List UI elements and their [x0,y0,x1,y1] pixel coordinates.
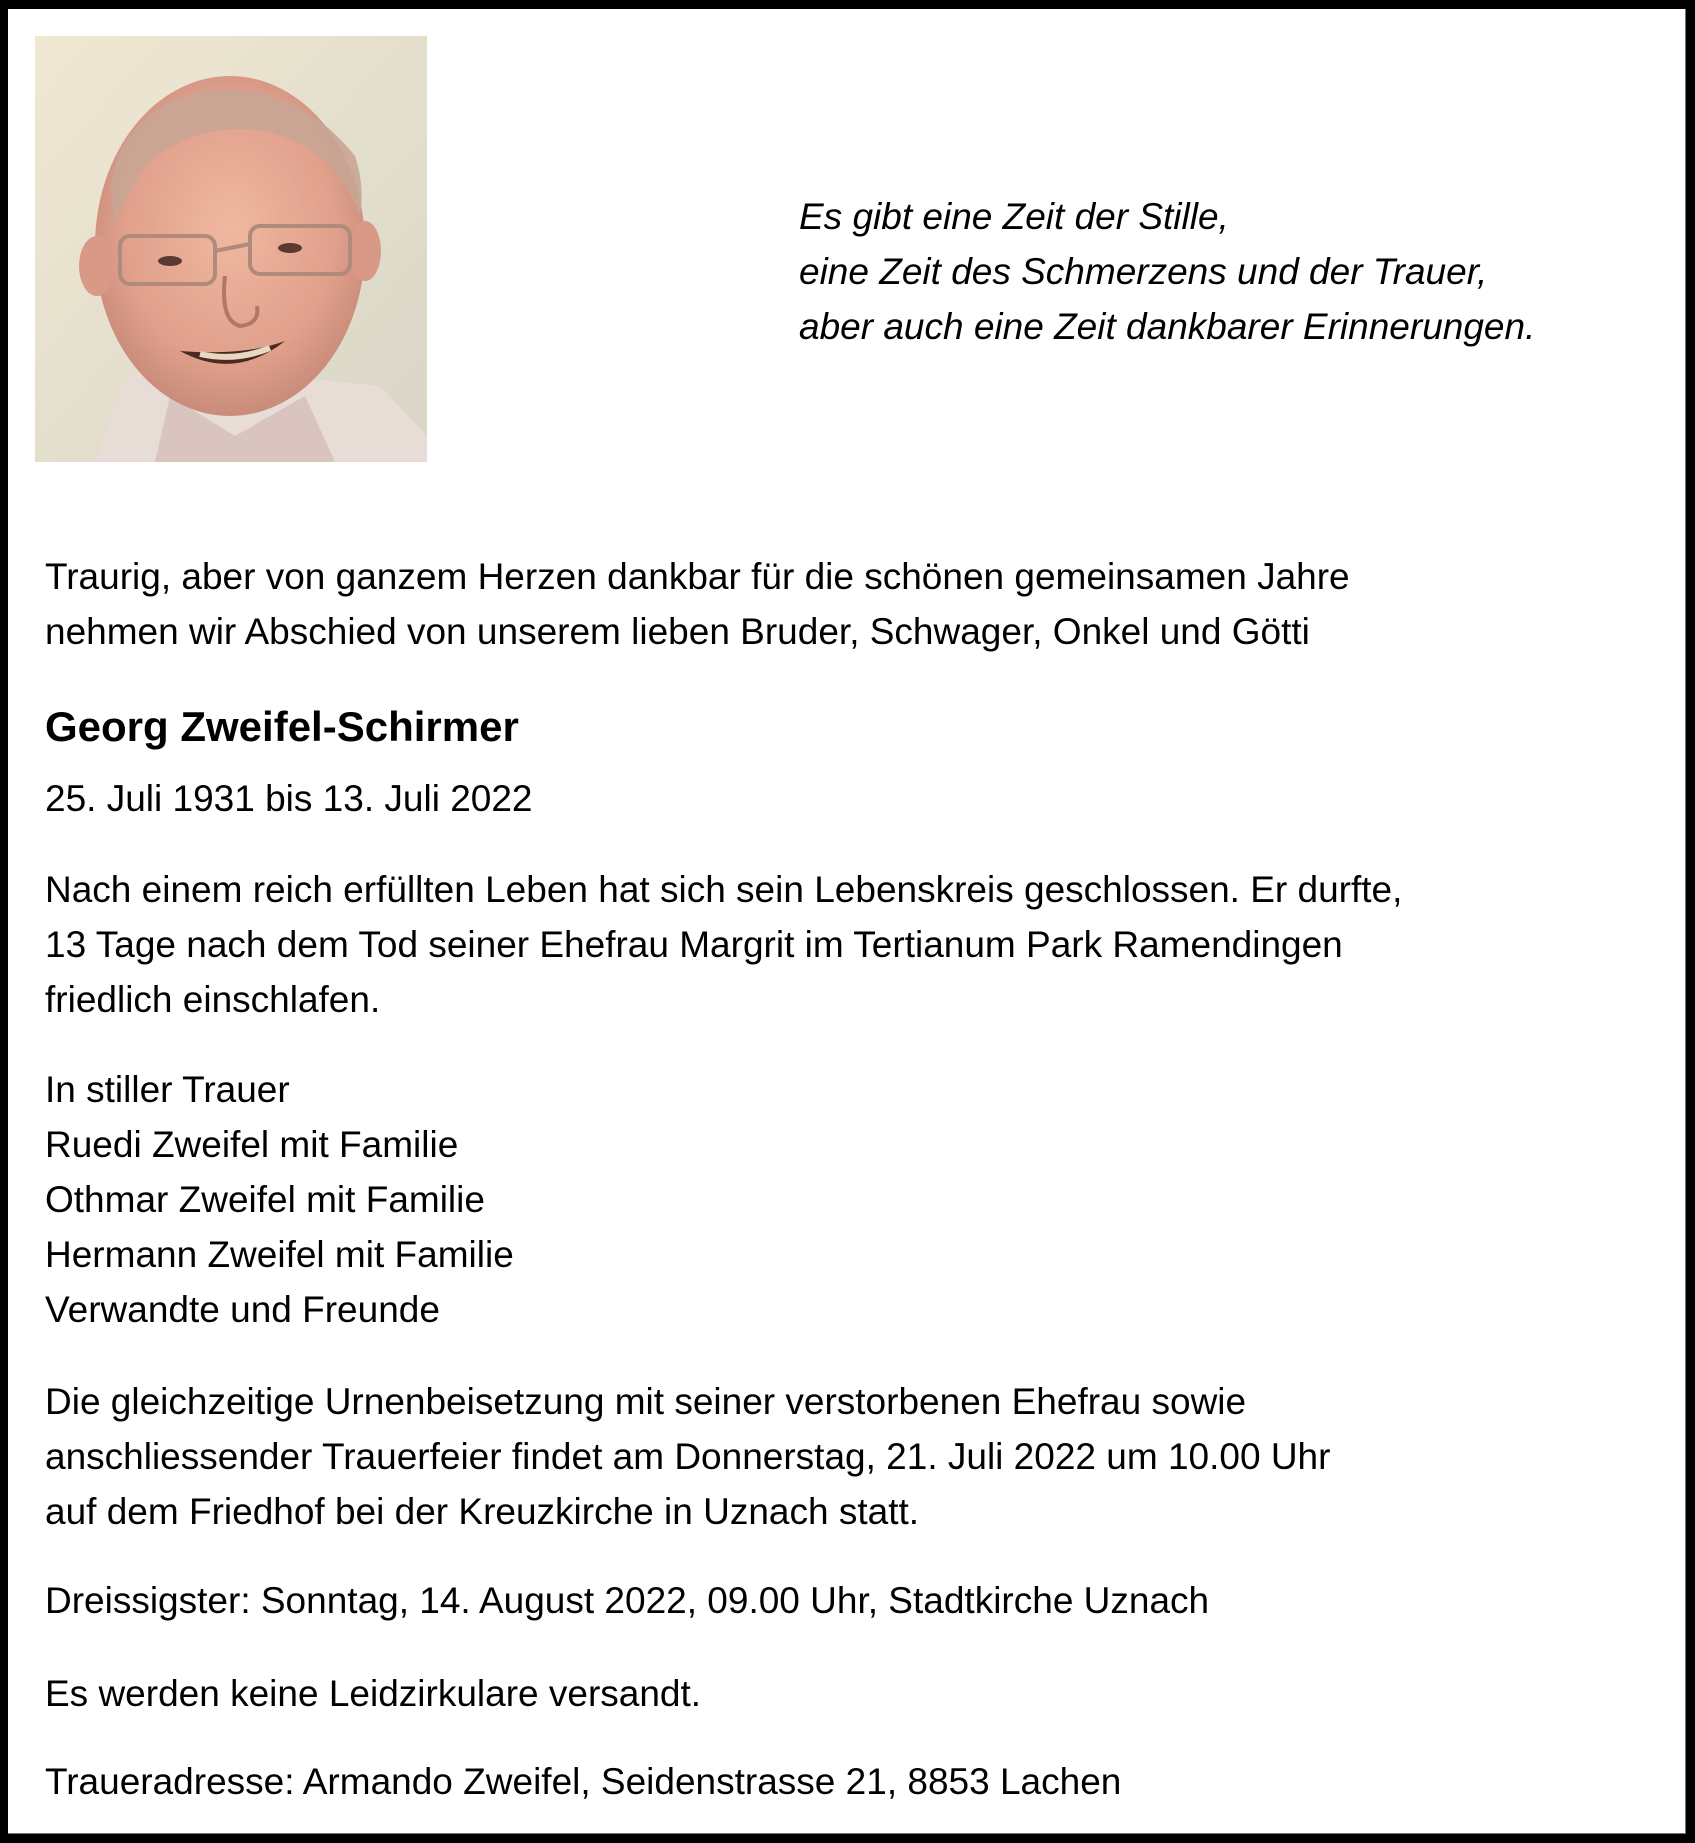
ceremony-line: Die gleichzeitige Urnenbeisetzung mit seiner verstorbenen Ehefrau sowie [45,1381,1247,1422]
mourning-address: Traueradresse: Armando Zweifel, Seidenstrasse 21, 8853 Lachen [45,1761,1122,1802]
story-line: 13 Tage nach dem Tod seiner Ehefrau Margrit im Tertianum Park Ramendingen [45,924,1343,965]
mourner-line: In stiller Trauer [45,1069,290,1110]
portrait-photo-icon [35,36,427,462]
intro-line: Traurig, aber von ganzem Herzen dankbar für die schönen gemeinsamen Jahre [45,556,1350,597]
mourner-line: Hermann Zweifel mit Familie [45,1234,514,1275]
ceremony-line: anschliessender Trauerfeier findet am Donnerstag, 21. Juli 2022 um 10.00 Uhr [45,1436,1331,1477]
story-line: friedlich einschlafen. [45,979,381,1020]
story-paragraph [45,862,1402,1027]
mourners-list [45,1062,514,1337]
quote-line: eine Zeit des Schmerzens und der Trauer, [799,251,1488,292]
memorial-quote [799,189,1535,354]
obituary-notice [8,9,1686,1834]
portrait-photo [35,36,427,462]
story-line: Nach einem reich erfüllten Leben hat sich sein Lebenskreis geschlossen. Er durfte, [45,869,1403,910]
no-circulars-notice: Es werden keine Leidzirkulare versandt. [45,1673,702,1714]
ceremony-line: auf dem Friedhof bei der Kreuzkirche in Uznach statt. [45,1491,920,1532]
mourner-line: Ruedi Zweifel mit Familie [45,1124,459,1165]
ceremony-paragraph [45,1374,1330,1539]
mourner-line: Verwandte und Freunde [45,1289,440,1330]
intro-line: nehmen wir Abschied von unserem lieben Bruder, Schwager, Onkel und Götti [45,611,1310,652]
dreissigster-notice: Dreissigster: Sonntag, 14. August 2022, 09.00 Uhr, Stadtkirche Uznach [45,1580,1210,1621]
deceased-name: Georg Zweifel-Schirmer [45,703,519,750]
quote-line: Es gibt eine Zeit der Stille, [799,196,1229,237]
mourner-line: Othmar Zweifel mit Familie [45,1179,485,1220]
intro-paragraph [45,549,1350,659]
quote-line: aber auch eine Zeit dankbarer Erinnerungen. [799,306,1536,347]
life-dates: 25. Juli 1931 bis 13. Juli 2022 [45,778,533,819]
